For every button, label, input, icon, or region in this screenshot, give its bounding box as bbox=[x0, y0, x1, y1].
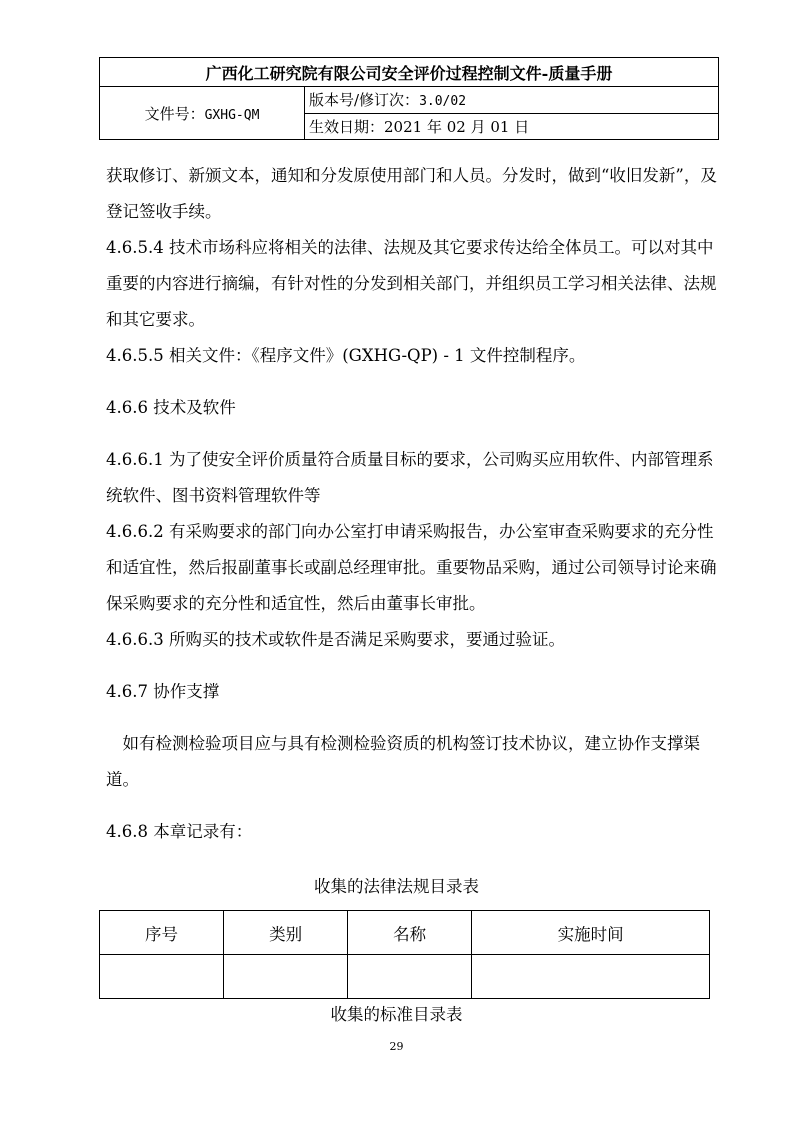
table-cell bbox=[472, 955, 710, 999]
version-label: 版本号/修订次： bbox=[309, 91, 420, 110]
effective-date-cell bbox=[305, 113, 719, 140]
laws-catalog-table bbox=[99, 910, 710, 999]
table-cell bbox=[100, 955, 224, 999]
effective-date-label: 生效日期： bbox=[309, 117, 385, 136]
table-cell bbox=[348, 955, 472, 999]
paragraph: 如有检测检验项目应与具有检测检验资质的机构签订技术协议，建立协作支撑渠道。 bbox=[106, 734, 700, 789]
paragraph: 4.6.6.2 有采购要求的部门向办公室打申请采购报告，办公室审查采购要求的充分性和适宜性，然后报副董事长或副总经理审批。重要物品采购，通过公司领导讨论来确保采购要求的充分性和适宜性，然后由董事长审批。 bbox=[106, 522, 717, 613]
paragraph: 获取修订、新颁文本，通知和分发原使用部门和人员。分发时，做到“收旧发新”，及登记签收手续。 bbox=[106, 166, 717, 221]
doc-number-value: GXHG-QM bbox=[204, 107, 260, 123]
page-number: 29 bbox=[389, 1040, 404, 1053]
table-header-row bbox=[100, 911, 710, 955]
paragraph: 4.6.5.4 技术市场科应将相关的法律、法规及其它要求传达给全体员工。可以对其中重要的内容进行摘编，有针对性的分发到相关部门，并组织员工学习相关法律、法规和其它要求。 bbox=[106, 238, 717, 329]
table-cell bbox=[224, 955, 348, 999]
table-caption-standards: 收集的标准目录表 bbox=[330, 1005, 463, 1024]
column-header: 类别 bbox=[224, 911, 348, 955]
version-cell bbox=[305, 87, 719, 114]
section-heading: 4.6.6 技术及软件 bbox=[106, 398, 236, 417]
paragraph: 4.6.6.3 所购买的技术或软件是否满足采购要求，要通过验证。 bbox=[106, 630, 565, 649]
version-value: 3.0/02 bbox=[419, 94, 467, 110]
document-header bbox=[99, 57, 719, 140]
body-text bbox=[106, 158, 718, 850]
column-header: 序号 bbox=[100, 911, 224, 955]
table-caption-laws: 收集的法律法规目录表 bbox=[314, 877, 479, 896]
section-heading: 4.6.8 本章记录有： bbox=[106, 822, 253, 841]
doc-number-cell bbox=[100, 87, 305, 140]
column-header: 实施时间 bbox=[472, 911, 710, 955]
header-title: 广西化工研究院有限公司安全评价过程控制文件-质量手册 bbox=[100, 58, 719, 87]
column-header: 名称 bbox=[348, 911, 472, 955]
section-heading: 4.6.7 协作支撑 bbox=[106, 682, 220, 701]
doc-number-label: 文件号： bbox=[144, 104, 205, 123]
paragraph: 4.6.5.5 相关文件：《程序文件》(GXHG-QP) - 1 文件控制程序。 bbox=[106, 346, 586, 365]
table-row bbox=[100, 955, 710, 999]
paragraph: 4.6.6.1 为了使安全评价质量符合质量目标的要求，公司购买应用软件、内部管理系统软件、图书资料管理软件等 bbox=[106, 450, 714, 505]
effective-date-value: 2021 年 02 月 01 日 bbox=[384, 117, 530, 136]
